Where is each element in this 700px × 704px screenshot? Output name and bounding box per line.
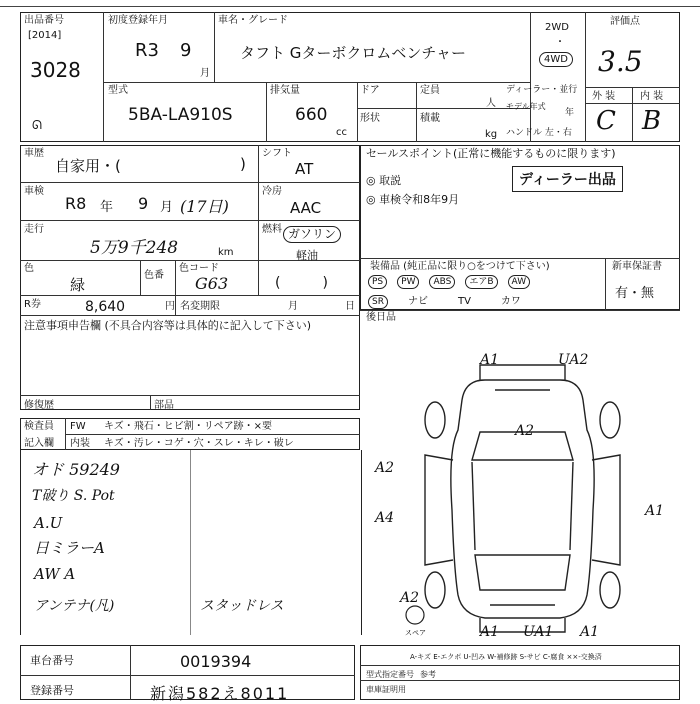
inspection-day: (17日) (180, 197, 229, 216)
stamp-mark: ᘏ (32, 118, 42, 132)
history-value: 自家用・( (55, 157, 121, 175)
reg-era-year: R3 (135, 40, 159, 61)
exterior-label: 外 装 (592, 91, 616, 102)
mark-rear-left: A2 (400, 590, 420, 606)
car-damage-diagram (365, 350, 680, 650)
spare-tire-icon (406, 606, 424, 624)
note-2: T破り S. Pot (32, 488, 115, 504)
fuel-gasoline: ガソリン (283, 226, 341, 243)
equip-navi: ナビ (407, 296, 428, 307)
shape-label: 形状 (360, 113, 380, 124)
mileage-label: 走行 (24, 224, 44, 235)
history-label: 車歴 (24, 148, 44, 159)
equip-aw: AW (508, 275, 531, 289)
lot-label: 出品番号 (24, 15, 64, 26)
colorcode-value: G63 (195, 274, 229, 293)
ac-value: AAC (290, 199, 322, 217)
header-block (20, 12, 680, 142)
rear-label: 後日品 (366, 312, 396, 323)
ac-label: 冷房 (262, 186, 282, 197)
note-4: 日ミラーA (34, 539, 105, 557)
lot-number: 3028 (30, 58, 81, 82)
dealer-label: ディーラー・並行 (506, 85, 578, 95)
note-6: アンテナ(凡) (34, 598, 115, 614)
mark-rear-right: A1 (580, 624, 600, 640)
mark-rear: A1 (480, 624, 500, 640)
top-title-strip (0, 0, 700, 7)
inspection-label: 車検 (24, 186, 44, 197)
warranty-value: 有・無 (615, 286, 655, 301)
load-unit: kg (485, 129, 498, 140)
equip-ps: PS (368, 275, 387, 289)
plate-number: 新潟582え8011 (150, 684, 290, 703)
door-label: ドア (360, 85, 380, 96)
equip-row-2 (368, 292, 608, 309)
equip-leather: カワ (500, 296, 521, 307)
plate-label: 登録番号 (30, 684, 74, 697)
inspection-month: 9 (138, 194, 149, 213)
damage-legend: A-キズ E-エクボ U-凹み W-補修跡 S-サビ C-腐食 ××-交換済 (410, 653, 602, 661)
dealer-stamp: ディーラー出品 (512, 166, 623, 192)
interior-keys: キズ・汚レ・コゲ・穴・スレ・キレ・破レ (104, 438, 294, 449)
recycle-value: 8,640 (85, 299, 126, 315)
reg-month: 9 (180, 40, 192, 61)
drive-4wd: 4WD (539, 52, 573, 67)
shift-label: シフト (262, 148, 292, 159)
note-3: A.U (34, 514, 63, 532)
sales-item-1: ◎ 取説 (366, 174, 402, 187)
equip-abs: ABS (429, 275, 455, 289)
model-code: 5BA-LA910S (128, 105, 233, 125)
note-5: AW A (34, 565, 76, 583)
equip-row-1 (368, 275, 608, 289)
model-year-label: モデル年式 (506, 102, 546, 111)
recycle-label: R券 (24, 299, 41, 310)
year-tag: [2014] (28, 30, 62, 41)
model-year-unit: 年 (565, 108, 575, 118)
equip-sr: SR (368, 295, 388, 309)
interior-grade: B (642, 106, 662, 136)
load-label: 積載 (420, 113, 440, 124)
chassis-number: 0019394 (180, 652, 252, 671)
score: 3.5 (598, 45, 643, 78)
inspector-label: 検査員 (24, 421, 54, 432)
svg-text:スペア: スペア (405, 629, 426, 637)
mark-front-right: UA2 (558, 352, 589, 368)
legend-garage: 車庫証明用 (366, 685, 406, 694)
km-unit: km (218, 247, 234, 258)
colorno-label: 色番 (144, 270, 164, 281)
mark-right-door: A1 (645, 503, 665, 519)
equip-tv: TV (457, 296, 471, 307)
cc-unit: cc (336, 127, 347, 138)
history-close: ) (240, 155, 246, 173)
drive-2wd: 2WD (545, 22, 569, 33)
mark-front: A1 (480, 352, 500, 368)
capacity-label: 定員 (420, 85, 440, 96)
mark-rear-center: UA1 (523, 624, 554, 640)
interior-label: 内 装 (640, 91, 664, 102)
capacity-unit: 人 (486, 98, 496, 109)
fuel-label: 燃料 (262, 224, 282, 235)
fw-label: FW (70, 421, 86, 432)
entry-label: 記入欄 (24, 438, 54, 449)
mark-left-door: A4 (375, 510, 395, 526)
name-label: 車名・グレード (218, 15, 288, 26)
cc-label: 排気量 (270, 85, 300, 96)
cc-value: 660 (295, 105, 328, 125)
reg-label: 初度登録年月 (108, 15, 168, 26)
note-7: スタッドレス (200, 598, 284, 614)
fuel-kei: 軽油 (296, 249, 318, 262)
parts-label: 部品 (154, 400, 174, 411)
inspection-year: R8 (65, 194, 87, 213)
mark-left-front: A2 (375, 460, 395, 476)
interior-key-label: 内装 (70, 438, 90, 449)
exterior-grade: C (596, 106, 616, 136)
score-label: 評価点 (610, 16, 640, 27)
title-change-label: 名変期限 (180, 301, 220, 312)
sales-item-2: ◎ 車検令和8年9月 (366, 193, 460, 206)
exterior-keys: キズ・飛石・ヒビ割・リペア跡・×要 (104, 421, 272, 432)
legend-type-no: 型式指定番号 (366, 670, 414, 679)
note-odo: オド 59249 (32, 460, 120, 479)
notes-label: 注意事項申告欄 (不具合内容等は具体的に記入して下さい) (24, 319, 312, 332)
color-label: 色 (24, 263, 34, 274)
colorcode-label: 色コード (179, 263, 219, 274)
equip-label: 装備品 (純正品に限り○をつけて下さい) (370, 261, 550, 272)
legend-ref: 参考 (420, 670, 436, 679)
chassis-label: 車台番号 (30, 654, 74, 667)
color-value: 緑 (70, 276, 86, 294)
repair-label: 修復歴 (24, 400, 54, 411)
mileage-value: 5万9千248 (90, 238, 179, 258)
mark-hood: A2 (515, 423, 535, 439)
sales-label: セールスポイント(正常に機能するものに限ります) (366, 147, 616, 160)
model-label: 型式 (108, 85, 128, 96)
handle-label: ハンドル 左・右 (506, 128, 572, 138)
car-name: タフト Gターボクロムベンチャー (240, 44, 466, 62)
equip-pw: PW (397, 275, 419, 289)
reg-month-unit: 月 (200, 68, 210, 79)
equip-airbag: エアB (465, 275, 497, 289)
warranty-label: 新車保証書 (612, 261, 662, 272)
shift-value: AT (295, 160, 314, 178)
